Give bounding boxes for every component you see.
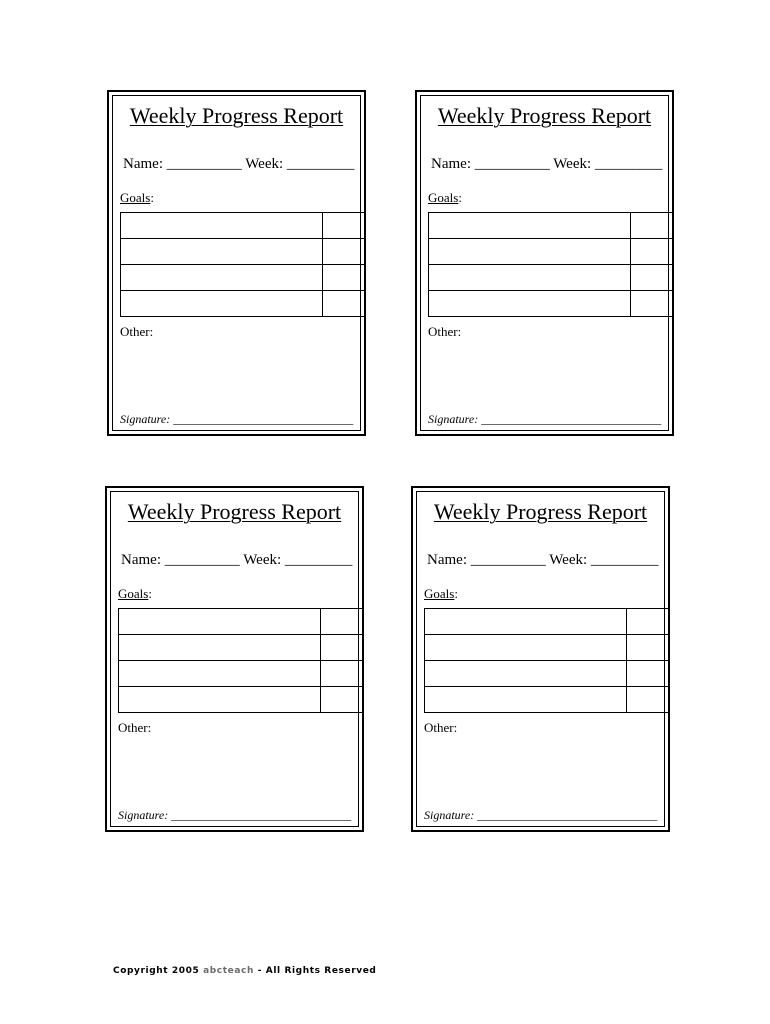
report-card-3 <box>105 486 364 832</box>
name-label: Name: <box>121 552 161 568</box>
signature-blank: ______________________________ <box>477 808 658 822</box>
card-title: Weekly Progress Report <box>127 499 342 524</box>
signature-line <box>428 412 661 427</box>
name-label: Name: <box>431 156 471 172</box>
goal-text-cell <box>429 213 631 239</box>
name-blank: __________ <box>474 156 550 172</box>
goal-text-cell <box>121 213 323 239</box>
goals-label: Goals: <box>118 586 152 601</box>
goal-row <box>429 213 673 239</box>
goal-row <box>425 609 669 635</box>
goal-text-cell <box>119 635 321 661</box>
signature-blank: ______________________________ <box>173 412 354 426</box>
report-card-inner <box>110 491 359 827</box>
goal-check-cell <box>631 239 673 265</box>
goal-check-cell <box>323 213 365 239</box>
goals-table <box>118 608 363 713</box>
name-blank: __________ <box>164 552 240 568</box>
copyright-prefix: Copyright 2005 <box>113 966 204 976</box>
name-label: Name: <box>123 156 163 172</box>
goal-row <box>121 213 365 239</box>
name-week-line <box>427 552 658 569</box>
signature-line <box>424 808 657 823</box>
name-week-line <box>121 552 352 569</box>
signature-label: Signature: <box>428 412 479 426</box>
goal-check-cell <box>323 265 365 291</box>
name-blank: __________ <box>470 552 546 568</box>
goal-check-cell <box>627 687 669 713</box>
goal-row <box>119 687 363 713</box>
goal-check-cell <box>631 265 673 291</box>
card-title: Weekly Progress Report <box>129 103 344 128</box>
goal-text-cell <box>119 609 321 635</box>
week-blank: _________ <box>286 156 355 172</box>
signature-blank: ______________________________ <box>171 808 352 822</box>
goal-row <box>429 239 673 265</box>
goal-row <box>119 609 363 635</box>
week-label: Week: <box>243 552 282 568</box>
report-card-1 <box>107 90 366 436</box>
goal-row <box>121 265 365 291</box>
goals-label: Goals: <box>120 190 154 205</box>
goals-table <box>428 212 673 317</box>
goal-text-cell <box>425 635 627 661</box>
other-label: Other: <box>424 720 458 735</box>
report-card-2 <box>415 90 674 436</box>
goals-table <box>120 212 365 317</box>
goal-row <box>425 687 669 713</box>
goal-text-cell <box>425 687 627 713</box>
goal-text-cell <box>429 239 631 265</box>
goal-check-cell <box>323 291 365 317</box>
other-label: Other: <box>428 324 462 339</box>
goal-text-cell <box>121 239 323 265</box>
goal-check-cell <box>627 609 669 635</box>
signature-label: Signature: <box>424 808 475 822</box>
report-card-4 <box>411 486 670 832</box>
goal-check-cell <box>323 239 365 265</box>
goal-check-cell <box>321 609 363 635</box>
week-label: Week: <box>549 552 588 568</box>
name-label: Name: <box>427 552 467 568</box>
goal-check-cell <box>631 213 673 239</box>
goals-label: Goals: <box>424 586 458 601</box>
goal-check-cell <box>631 291 673 317</box>
goal-row <box>121 291 365 317</box>
goal-text-cell <box>429 291 631 317</box>
goal-row <box>119 661 363 687</box>
goal-check-cell <box>321 661 363 687</box>
goal-text-cell <box>425 661 627 687</box>
goal-row <box>429 291 673 317</box>
signature-label: Signature: <box>118 808 169 822</box>
signature-line <box>120 412 353 427</box>
goal-check-cell <box>321 635 363 661</box>
goal-text-cell <box>121 291 323 317</box>
report-card-inner <box>416 491 665 827</box>
other-label: Other: <box>118 720 152 735</box>
copyright-suffix: - All Rights Reserved <box>253 966 377 976</box>
week-blank: _________ <box>284 552 353 568</box>
brand-name: abcteach <box>203 966 254 976</box>
report-card-inner <box>112 95 361 431</box>
signature-blank: ______________________________ <box>481 412 662 426</box>
goal-text-cell <box>119 661 321 687</box>
goal-text-cell <box>121 265 323 291</box>
goal-check-cell <box>321 687 363 713</box>
copyright-footer <box>113 966 376 976</box>
name-blank: __________ <box>166 156 242 172</box>
card-title: Weekly Progress Report <box>433 499 648 524</box>
goals-table <box>424 608 669 713</box>
goal-text-cell <box>119 687 321 713</box>
week-blank: _________ <box>590 552 659 568</box>
goal-text-cell <box>425 609 627 635</box>
goal-row <box>119 635 363 661</box>
report-card-inner <box>420 95 669 431</box>
goal-row <box>425 635 669 661</box>
goal-row <box>429 265 673 291</box>
other-label: Other: <box>120 324 154 339</box>
goal-text-cell <box>429 265 631 291</box>
goal-check-cell <box>627 635 669 661</box>
goal-check-cell <box>627 661 669 687</box>
week-blank: _________ <box>594 156 663 172</box>
signature-label: Signature: <box>120 412 171 426</box>
goal-row <box>425 661 669 687</box>
card-title: Weekly Progress Report <box>437 103 652 128</box>
week-label: Week: <box>553 156 592 172</box>
week-label: Week: <box>245 156 284 172</box>
name-week-line <box>431 156 662 173</box>
goal-row <box>121 239 365 265</box>
name-week-line <box>123 156 354 173</box>
goals-label: Goals: <box>428 190 462 205</box>
signature-line <box>118 808 351 823</box>
